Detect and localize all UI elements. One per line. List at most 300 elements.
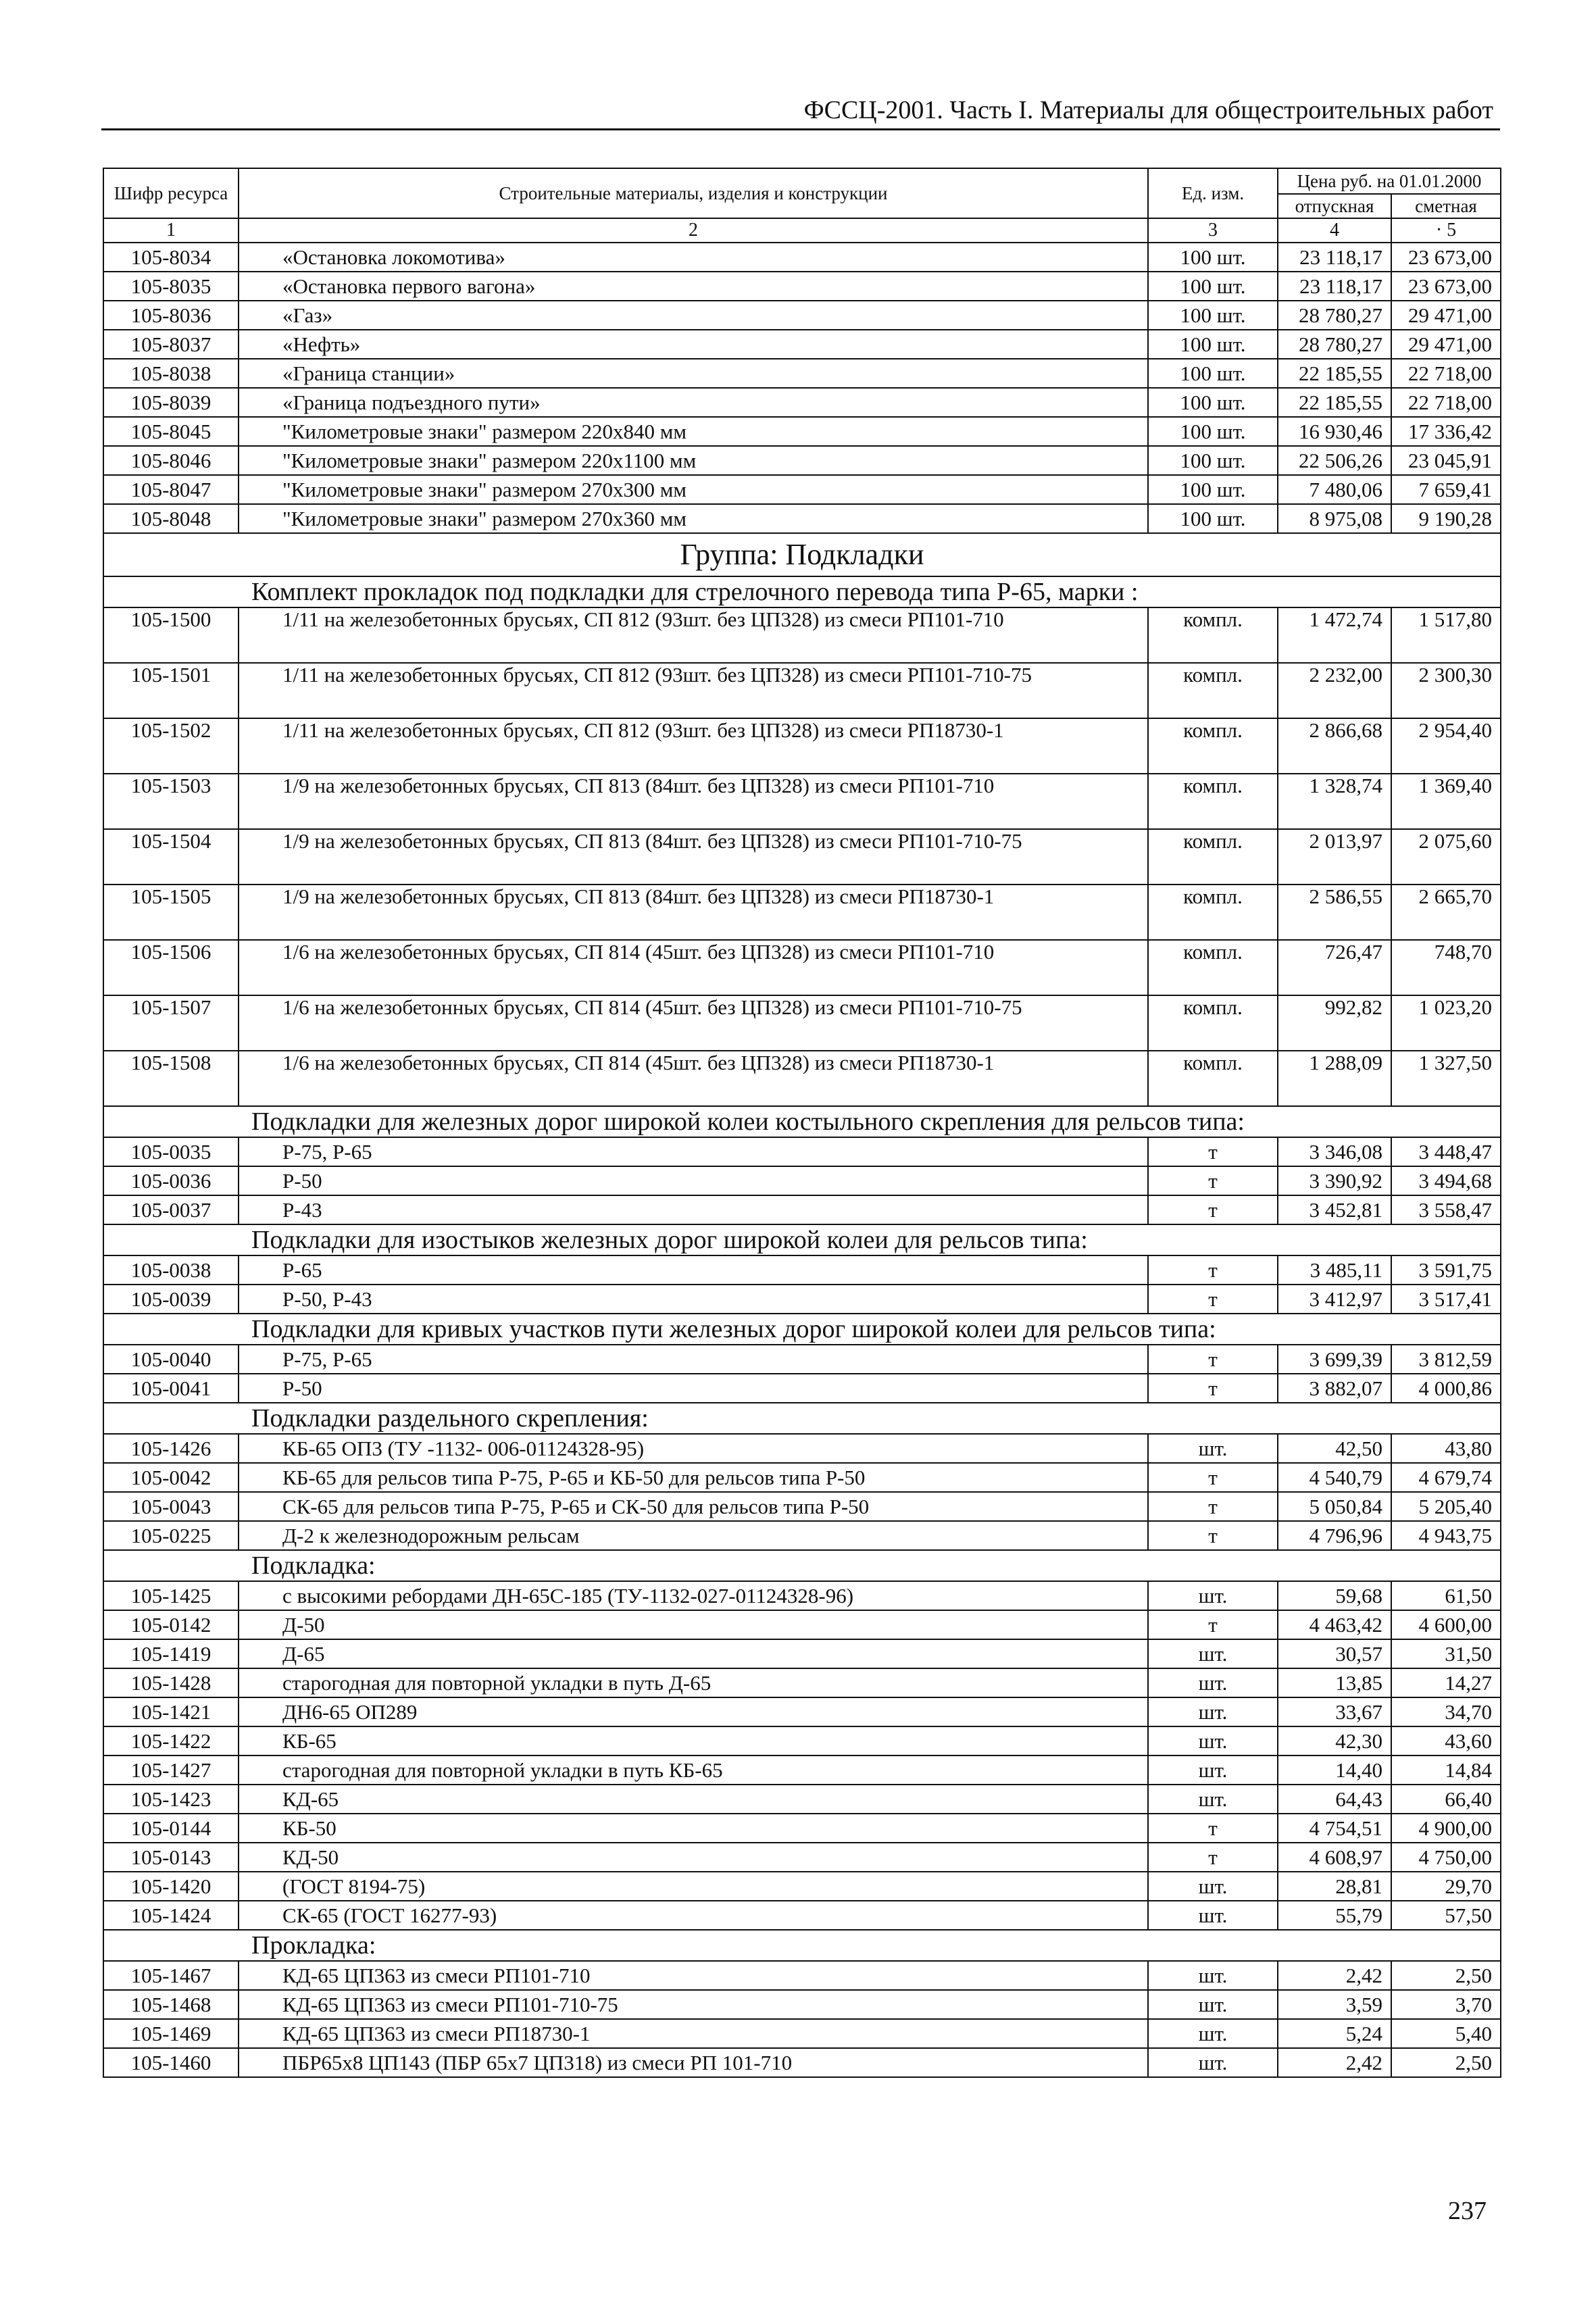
table-row (103, 829, 1501, 885)
release-price: 5 050,84 (1278, 1492, 1391, 1521)
resource-code: 105-0225 (103, 1521, 239, 1550)
resource-code: 105-8034 (103, 243, 239, 272)
material-name: Д-2 к железнодорожным рельсам (239, 1521, 1148, 1550)
release-price: 8 975,08 (1278, 504, 1391, 533)
estimate-price: 29 471,00 (1391, 330, 1501, 359)
estimate-price: 29 471,00 (1391, 301, 1501, 330)
unit-cell: компл. (1148, 829, 1278, 885)
estimate-price: 3 448,47 (1391, 1137, 1501, 1166)
unit-cell: 100 шт. (1148, 301, 1278, 330)
material-name: 1/6 на железобетонных брусьях, СП 814 (45шт. без ЦП328) из смеси РП18730-1 (239, 1051, 1148, 1106)
material-name: "Километровые знаки" размером 270х300 мм (239, 475, 1148, 504)
material-name: 1/9 на железобетонных брусьях, СП 813 (84шт. без ЦП328) из смеси РП101-710-75 (239, 829, 1148, 885)
release-price: 28 780,27 (1278, 330, 1391, 359)
section-row (103, 1314, 1501, 1345)
resource-code: 105-0039 (103, 1285, 239, 1314)
release-price: 33,67 (1278, 1697, 1391, 1726)
estimate-price: 2 300,30 (1391, 663, 1501, 718)
resource-code: 105-1505 (103, 885, 239, 940)
table-row (103, 475, 1501, 504)
resource-code: 105-1500 (103, 607, 239, 663)
resource-code: 105-1427 (103, 1756, 239, 1785)
estimate-price: 4 943,75 (1391, 1521, 1501, 1550)
estimate-price: 5,40 (1391, 2019, 1501, 2048)
estimate-price: 57,50 (1391, 1901, 1501, 1930)
table-body (103, 243, 1501, 2077)
release-price: 3 485,11 (1278, 1255, 1391, 1285)
resource-code: 105-0041 (103, 1374, 239, 1403)
estimate-price: 1 023,20 (1391, 995, 1501, 1051)
release-price: 22 506,26 (1278, 446, 1391, 475)
estimate-price: 2 954,40 (1391, 718, 1501, 774)
table-row (103, 1872, 1501, 1901)
material-name: "Километровые знаки" размером 220х840 мм (239, 417, 1148, 446)
unit-cell: т (1148, 1166, 1278, 1195)
material-name: Р-75, Р-65 (239, 1137, 1148, 1166)
unit-cell: компл. (1148, 718, 1278, 774)
col-number: 4 (1278, 218, 1391, 243)
estimate-price: 23 673,00 (1391, 272, 1501, 301)
material-name: "Километровые знаки" размером 270х360 мм (239, 504, 1148, 533)
estimate-price: 7 659,41 (1391, 475, 1501, 504)
release-price: 13,85 (1278, 1668, 1391, 1697)
unit-cell: 100 шт. (1148, 417, 1278, 446)
resource-code: 105-0036 (103, 1166, 239, 1195)
estimate-price: 4 900,00 (1391, 1814, 1501, 1843)
estimate-price: 23 673,00 (1391, 243, 1501, 272)
resource-code: 105-1424 (103, 1901, 239, 1930)
release-price: 4 540,79 (1278, 1463, 1391, 1492)
estimate-price: 61,50 (1391, 1581, 1501, 1610)
estimate-price: 4 600,00 (1391, 1610, 1501, 1639)
material-name: «Газ» (239, 301, 1148, 330)
table-row (103, 504, 1501, 533)
material-name: Р-43 (239, 1195, 1148, 1224)
estimate-price: 3,70 (1391, 1990, 1501, 2019)
table-row (103, 663, 1501, 718)
table-row (103, 1843, 1501, 1872)
section-row (103, 1224, 1501, 1255)
table-row (103, 1639, 1501, 1668)
estimate-price: 3 812,59 (1391, 1345, 1501, 1374)
resource-code: 105-8045 (103, 417, 239, 446)
resource-code: 105-8048 (103, 504, 239, 533)
release-price: 42,30 (1278, 1726, 1391, 1756)
unit-cell: шт. (1148, 1639, 1278, 1668)
unit-cell: 100 шт. (1148, 504, 1278, 533)
release-price: 22 185,55 (1278, 388, 1391, 417)
estimate-price: 31,50 (1391, 1639, 1501, 1668)
material-name: КД-50 (239, 1843, 1148, 1872)
unit-cell: компл. (1148, 774, 1278, 829)
release-price: 3,59 (1278, 1990, 1391, 2019)
table-row (103, 446, 1501, 475)
release-price: 3 699,39 (1278, 1345, 1391, 1374)
table-row (103, 1285, 1501, 1314)
col-header-code: Шифр ресурса (103, 168, 239, 218)
table-row (103, 1990, 1501, 2019)
resource-code: 105-1502 (103, 718, 239, 774)
table-row (103, 885, 1501, 940)
material-name: ПБР65х8 ЦП143 (ПБР 65х7 ЦП318) из смеси РП 101-710 (239, 2048, 1148, 2077)
table-row (103, 1345, 1501, 1374)
page-number: 237 (1448, 2197, 1487, 2225)
estimate-price: 5 205,40 (1391, 1492, 1501, 1521)
resource-code: 105-8037 (103, 330, 239, 359)
resource-code: 105-0038 (103, 1255, 239, 1285)
unit-cell: шт. (1148, 1581, 1278, 1610)
release-price: 2 232,00 (1278, 663, 1391, 718)
estimate-price: 22 718,00 (1391, 388, 1501, 417)
col-header-release: отпускная (1278, 194, 1391, 218)
resource-code: 105-1428 (103, 1668, 239, 1697)
col-header-unit: Ед. изм. (1148, 168, 1278, 218)
estimate-price: 3 494,68 (1391, 1166, 1501, 1195)
unit-cell: шт. (1148, 1961, 1278, 1990)
material-name: (ГОСТ 8194-75) (239, 1872, 1148, 1901)
resource-code: 105-8035 (103, 272, 239, 301)
release-price: 23 118,17 (1278, 243, 1391, 272)
release-price: 5,24 (1278, 2019, 1391, 2048)
resource-code: 105-8038 (103, 359, 239, 388)
release-price: 4 463,42 (1278, 1610, 1391, 1639)
unit-cell: т (1148, 1814, 1278, 1843)
estimate-price: 22 718,00 (1391, 359, 1501, 388)
section-row (103, 1550, 1501, 1581)
material-name: 1/9 на железобетонных брусьях, СП 813 (84шт. без ЦП328) из смеси РП101-710 (239, 774, 1148, 829)
price-table (103, 168, 1501, 2078)
unit-cell: компл. (1148, 1051, 1278, 1106)
release-price: 1 328,74 (1278, 774, 1391, 829)
release-price: 2 866,68 (1278, 718, 1391, 774)
release-price: 2 013,97 (1278, 829, 1391, 885)
unit-cell: 100 шт. (1148, 446, 1278, 475)
resource-code: 105-1468 (103, 1990, 239, 2019)
table-row (103, 1581, 1501, 1610)
unit-cell: шт. (1148, 1668, 1278, 1697)
resource-code: 105-0040 (103, 1345, 239, 1374)
table-row (103, 1374, 1501, 1403)
resource-code: 105-8046 (103, 446, 239, 475)
unit-cell: шт. (1148, 1990, 1278, 2019)
table-row (103, 1434, 1501, 1463)
unit-cell: т (1148, 1374, 1278, 1403)
estimate-price: 43,60 (1391, 1726, 1501, 1756)
unit-cell: т (1148, 1521, 1278, 1550)
estimate-price: 23 045,91 (1391, 446, 1501, 475)
release-price: 4 608,97 (1278, 1843, 1391, 1872)
resource-code: 105-1503 (103, 774, 239, 829)
material-name: Д-65 (239, 1639, 1148, 1668)
material-name: Р-50, Р-43 (239, 1285, 1148, 1314)
material-name: КБ-65 (239, 1726, 1148, 1756)
material-name: 1/11 на железобетонных брусьях, СП 812 (93шт. без ЦП328) из смеси РП101-710-75 (239, 663, 1148, 718)
table-row (103, 417, 1501, 446)
release-price: 1 288,09 (1278, 1051, 1391, 1106)
resource-code: 105-0043 (103, 1492, 239, 1521)
release-price: 28,81 (1278, 1872, 1391, 1901)
unit-cell: т (1148, 1492, 1278, 1521)
estimate-price: 4 000,86 (1391, 1374, 1501, 1403)
table-row (103, 995, 1501, 1051)
unit-cell: 100 шт. (1148, 243, 1278, 272)
material-name: КБ-65 ОП3 (ТУ -1132- 006-01124328-95) (239, 1434, 1148, 1463)
resource-code: 105-1460 (103, 2048, 239, 2077)
release-price: 3 346,08 (1278, 1137, 1391, 1166)
material-name: Р-75, Р-65 (239, 1345, 1148, 1374)
material-name: 1/6 на железобетонных брусьях, СП 814 (45шт. без ЦП328) из смеси РП101-710 (239, 940, 1148, 995)
release-price: 4 754,51 (1278, 1814, 1391, 1843)
estimate-price: 17 336,42 (1391, 417, 1501, 446)
table-row (103, 1463, 1501, 1492)
release-price: 30,57 (1278, 1639, 1391, 1668)
estimate-price: 2 665,70 (1391, 885, 1501, 940)
estimate-price: 1 369,40 (1391, 774, 1501, 829)
material-name: старогодная для повторной укладки в путь КБ-65 (239, 1756, 1148, 1785)
table-row (103, 718, 1501, 774)
resource-code: 105-1419 (103, 1639, 239, 1668)
unit-cell: т (1148, 1610, 1278, 1639)
resource-code: 105-1422 (103, 1726, 239, 1756)
estimate-price: 748,70 (1391, 940, 1501, 995)
unit-cell: шт. (1148, 1434, 1278, 1463)
release-price: 1 472,74 (1278, 607, 1391, 663)
release-price: 992,82 (1278, 995, 1391, 1051)
table-row (103, 1756, 1501, 1785)
resource-code: 105-1420 (103, 1872, 239, 1901)
resource-code: 105-8047 (103, 475, 239, 504)
col-header-price: Цена руб. на 01.01.2000 (1278, 168, 1501, 194)
release-price: 3 390,92 (1278, 1166, 1391, 1195)
resource-code: 105-1506 (103, 940, 239, 995)
section-title: Подкладки для изостыков железных дорог широкой колеи для рельсов типа: (103, 1224, 1501, 1255)
estimate-price: 3 517,41 (1391, 1285, 1501, 1314)
section-title: Подкладки для железных дорог широкой колеи костыльного скрепления для рельсов типа: (103, 1106, 1501, 1137)
col-header-name: Строительные материалы, изделия и конструкции (239, 168, 1148, 218)
material-name: КБ-65 для рельсов типа Р-75, Р-65 и КБ-50 для рельсов типа Р-50 (239, 1463, 1148, 1492)
resource-code: 105-1426 (103, 1434, 239, 1463)
material-name: «Остановка локомотива» (239, 243, 1148, 272)
estimate-price: 1 517,80 (1391, 607, 1501, 663)
resource-code: 105-1421 (103, 1697, 239, 1726)
header-rule (101, 128, 1500, 130)
col-number: 2 (239, 218, 1148, 243)
material-name: «Нефть» (239, 330, 1148, 359)
col-number: 1 (103, 218, 239, 243)
release-price: 2 586,55 (1278, 885, 1391, 940)
material-name: Д-50 (239, 1610, 1148, 1639)
material-name: 1/6 на железобетонных брусьях, СП 814 (45шт. без ЦП328) из смеси РП101-710-75 (239, 995, 1148, 1051)
release-price: 3 882,07 (1278, 1374, 1391, 1403)
table-row (103, 1166, 1501, 1195)
group-title: Группа: Подкладки (103, 533, 1501, 576)
table-row (103, 774, 1501, 829)
material-name: Р-50 (239, 1374, 1148, 1403)
resource-code: 105-8036 (103, 301, 239, 330)
section-row (103, 1930, 1501, 1961)
resource-code: 105-0037 (103, 1195, 239, 1224)
group-row (103, 533, 1501, 576)
table-row (103, 1668, 1501, 1697)
table-row (103, 1492, 1501, 1521)
table-row (103, 1697, 1501, 1726)
table-row (103, 1137, 1501, 1166)
table-row (103, 2048, 1501, 2077)
unit-cell: 100 шт. (1148, 475, 1278, 504)
unit-cell: 100 шт. (1148, 388, 1278, 417)
unit-cell: шт. (1148, 1785, 1278, 1814)
material-name: СК-65 для рельсов типа Р-75, Р-65 и СК-50 для рельсов типа Р-50 (239, 1492, 1148, 1521)
release-price: 64,43 (1278, 1785, 1391, 1814)
unit-cell: компл. (1148, 995, 1278, 1051)
material-name: КД-65 (239, 1785, 1148, 1814)
estimate-price: 4 750,00 (1391, 1843, 1501, 1872)
section-title: Прокладка: (103, 1930, 1501, 1961)
unit-cell: шт. (1148, 1697, 1278, 1726)
resource-code: 105-1504 (103, 829, 239, 885)
section-title: Комплект прокладок под подкладки для стрелочного перевода типа Р-65, марки : (103, 576, 1501, 607)
release-price: 22 185,55 (1278, 359, 1391, 388)
estimate-price: 4 679,74 (1391, 1463, 1501, 1492)
material-name: 1/9 на железобетонных брусьях, СП 813 (84шт. без ЦП328) из смеси РП18730-1 (239, 885, 1148, 940)
unit-cell: 100 шт. (1148, 359, 1278, 388)
resource-code: 105-1508 (103, 1051, 239, 1106)
table-row (103, 1521, 1501, 1550)
table-row (103, 1255, 1501, 1285)
section-row (103, 1403, 1501, 1434)
estimate-price: 9 190,28 (1391, 504, 1501, 533)
unit-cell: 100 шт. (1148, 330, 1278, 359)
material-name: Р-65 (239, 1255, 1148, 1285)
table-row (103, 1901, 1501, 1930)
section-title: Подкладки для кривых участков пути железных дорог широкой колеи для рельсов типа: (103, 1314, 1501, 1345)
release-price: 59,68 (1278, 1581, 1391, 1610)
unit-cell: шт. (1148, 1756, 1278, 1785)
table-row (103, 1785, 1501, 1814)
table-row (103, 1726, 1501, 1756)
resource-code: 105-1425 (103, 1581, 239, 1610)
unit-cell: шт. (1148, 2048, 1278, 2077)
release-price: 3 452,81 (1278, 1195, 1391, 1224)
estimate-price: 1 327,50 (1391, 1051, 1501, 1106)
resource-code: 105-0042 (103, 1463, 239, 1492)
material-name: "Километровые знаки" размером 220х1100 мм (239, 446, 1148, 475)
material-name: Р-50 (239, 1166, 1148, 1195)
section-title: Подкладки раздельного скрепления: (103, 1403, 1501, 1434)
unit-cell: компл. (1148, 885, 1278, 940)
col-number: 3 (1148, 218, 1278, 243)
table-row (103, 940, 1501, 995)
table-row (103, 243, 1501, 272)
col-header-estimate: сметная (1391, 194, 1501, 218)
estimate-price: 43,80 (1391, 1434, 1501, 1463)
unit-cell: компл. (1148, 607, 1278, 663)
unit-cell: 100 шт. (1148, 272, 1278, 301)
release-price: 55,79 (1278, 1901, 1391, 1930)
resource-code: 105-1467 (103, 1961, 239, 1990)
material-name: КД-65 ЦП363 из смеси РП18730-1 (239, 2019, 1148, 2048)
section-row (103, 1106, 1501, 1137)
section-title: Подкладка: (103, 1550, 1501, 1581)
material-name: КД-65 ЦП363 из смеси РП101-710 (239, 1961, 1148, 1990)
material-name: КД-65 ЦП363 из смеси РП101-710-75 (239, 1990, 1148, 2019)
release-price: 28 780,27 (1278, 301, 1391, 330)
release-price: 7 480,06 (1278, 475, 1391, 504)
estimate-price: 14,84 (1391, 1756, 1501, 1785)
estimate-price: 2,50 (1391, 1961, 1501, 1990)
resource-code: 105-1469 (103, 2019, 239, 2048)
material-name: «Остановка первого вагона» (239, 272, 1148, 301)
unit-cell: т (1148, 1345, 1278, 1374)
release-price: 2,42 (1278, 2048, 1391, 2077)
unit-cell: компл. (1148, 940, 1278, 995)
estimate-price: 66,40 (1391, 1785, 1501, 1814)
resource-code: 105-8039 (103, 388, 239, 417)
table-row (103, 330, 1501, 359)
unit-cell: т (1148, 1195, 1278, 1224)
resource-code: 105-1507 (103, 995, 239, 1051)
release-price: 14,40 (1278, 1756, 1391, 1785)
estimate-price: 14,27 (1391, 1668, 1501, 1697)
table-row (103, 1814, 1501, 1843)
estimate-price: 29,70 (1391, 1872, 1501, 1901)
table-row (103, 301, 1501, 330)
resource-code: 105-1501 (103, 663, 239, 718)
estimate-price: 34,70 (1391, 1697, 1501, 1726)
unit-cell: т (1148, 1285, 1278, 1314)
resource-code: 105-0143 (103, 1843, 239, 1872)
resource-code: 105-1423 (103, 1785, 239, 1814)
table-row (103, 1051, 1501, 1106)
release-price: 23 118,17 (1278, 272, 1391, 301)
material-name: «Граница подъездного пути» (239, 388, 1148, 417)
estimate-price: 3 591,75 (1391, 1255, 1501, 1285)
release-price: 3 412,97 (1278, 1285, 1391, 1314)
material-name: КБ-50 (239, 1814, 1148, 1843)
material-name: старогодная для повторной укладки в путь Д-65 (239, 1668, 1148, 1697)
col-number: · 5 (1391, 218, 1501, 243)
unit-cell: т (1148, 1463, 1278, 1492)
estimate-price: 2 075,60 (1391, 829, 1501, 885)
table-row (103, 1195, 1501, 1224)
unit-cell: шт. (1148, 1726, 1278, 1756)
release-price: 2,42 (1278, 1961, 1391, 1990)
resource-code: 105-0035 (103, 1137, 239, 1166)
estimate-price: 3 558,47 (1391, 1195, 1501, 1224)
unit-cell: т (1148, 1255, 1278, 1285)
release-price: 16 930,46 (1278, 417, 1391, 446)
material-name: 1/11 на железобетонных брусьях, СП 812 (93шт. без ЦП328) из смеси РП18730-1 (239, 718, 1148, 774)
release-price: 42,50 (1278, 1434, 1391, 1463)
material-name: СК-65 (ГОСТ 16277-93) (239, 1901, 1148, 1930)
material-name: ДН6-65 ОП289 (239, 1697, 1148, 1726)
release-price: 4 796,96 (1278, 1521, 1391, 1550)
material-name: с высокими ребордами ДН-65С-185 (ТУ-1132-027-01124328-96) (239, 1581, 1148, 1610)
material-name: 1/11 на железобетонных брусьях, СП 812 (93шт. без ЦП328) из смеси РП101-710 (239, 607, 1148, 663)
unit-cell: шт. (1148, 1901, 1278, 1930)
section-row (103, 576, 1501, 607)
table-row (103, 388, 1501, 417)
table-row (103, 607, 1501, 663)
unit-cell: т (1148, 1137, 1278, 1166)
table-row (103, 1610, 1501, 1639)
unit-cell: компл. (1148, 663, 1278, 718)
table-row (103, 272, 1501, 301)
release-price: 726,47 (1278, 940, 1391, 995)
table-row (103, 2019, 1501, 2048)
unit-cell: шт. (1148, 2019, 1278, 2048)
table-row (103, 1961, 1501, 1990)
